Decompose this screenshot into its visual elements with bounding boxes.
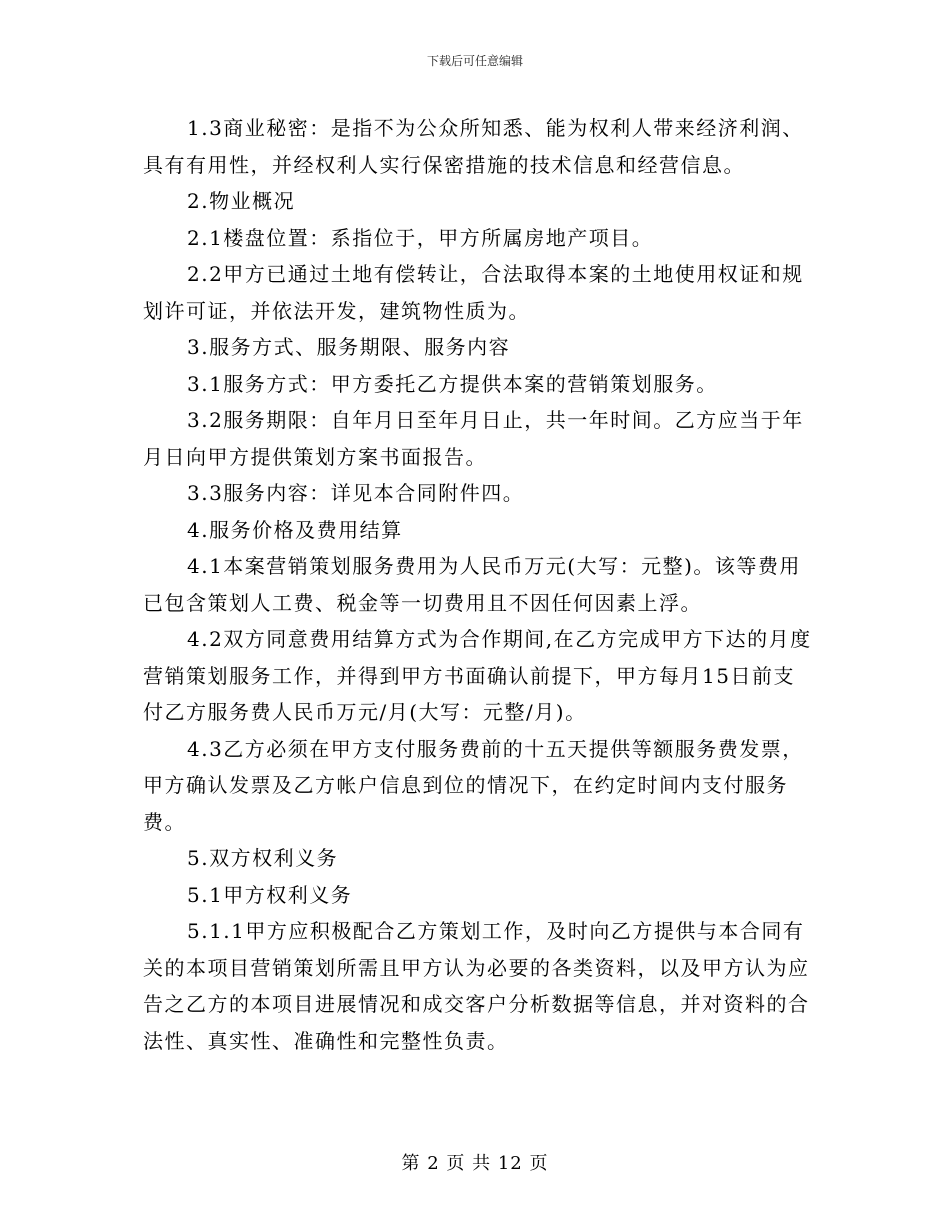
page-header-note: 下载后可任意编辑 (426, 54, 523, 68)
subsection-heading-5-1: 5.1甲方权利义务 (187, 882, 353, 907)
paragraph-3-2: 3.2服务期限：自年月日至年月日止，共一年时间。乙方应当于年月日向甲方提供策划方案书面报告。 (143, 408, 804, 469)
section-heading-4: 4.服务价格及费用结算 (187, 517, 403, 542)
paragraph-4-3: 4.3乙方必须在甲方支付服务费前的十五天提供等额服务费发票，甲方确认发票及乙方帐户信息到位的情况下，在约定时间内支付服务费。 (143, 736, 804, 834)
section-heading-3: 3.服务方式、服务期限、服务内容 (187, 335, 511, 359)
paragraph-5-1-1: 5.1.1甲方应积极配合乙方策划工作，及时向乙方提供与本合同有关的本项目营销策划所需且甲方认为必要的各类资料，以及甲方认为应告之乙方的本项目进展情况和成交客户分析数据等信息，并对资料的合法性、真实性、准确性和完整性负责。 (143, 919, 810, 1053)
paragraph-3-1: 3.1服务方式：甲方委托乙方提供本案的营销策划服务。 (187, 371, 718, 396)
page-number-footer: 第 2 页 共 12 页 (401, 1153, 549, 1174)
section-heading-5: 5.双方权利义务 (187, 846, 339, 870)
paragraph-4-1: 4.1本案营销策划服务费用为人民币万元(大写：元整)。该等费用已包含策划人工费、税金等一切费用且不因任何因素上浮。 (143, 554, 801, 615)
paragraph-4-2: 4.2双方同意费用结算方式为合作期间,在乙方完成甲方下达的月度营销策划服务工作，并得到甲方书面确认前提下，甲方每月15日前支付乙方服务费人民币万元/月(大写：元整/月)。 (143, 627, 812, 724)
paragraph-3-3: 3.3服务内容：详见本合同附件四。 (187, 481, 525, 505)
paragraph-1-3-trade-secret: 1.3商业秘密：是指不为公众所知悉、能为权利人带来经济利润、具有有用性，并经权利人实行保密措施的技术信息和经营信息。 (143, 116, 804, 177)
section-heading-2: 2.物业概况 (187, 189, 296, 213)
paragraph-2-2: 2.2甲方已通过土地有偿转让，合法取得本案的土地使用权证和规划许可证，并依法开发，建筑物性质为。 (143, 262, 804, 323)
document-body (143, 110, 815, 1059)
paragraph-2-1: 2.1楼盘位置：系指位于，甲方所属房地产项目。 (187, 225, 654, 250)
